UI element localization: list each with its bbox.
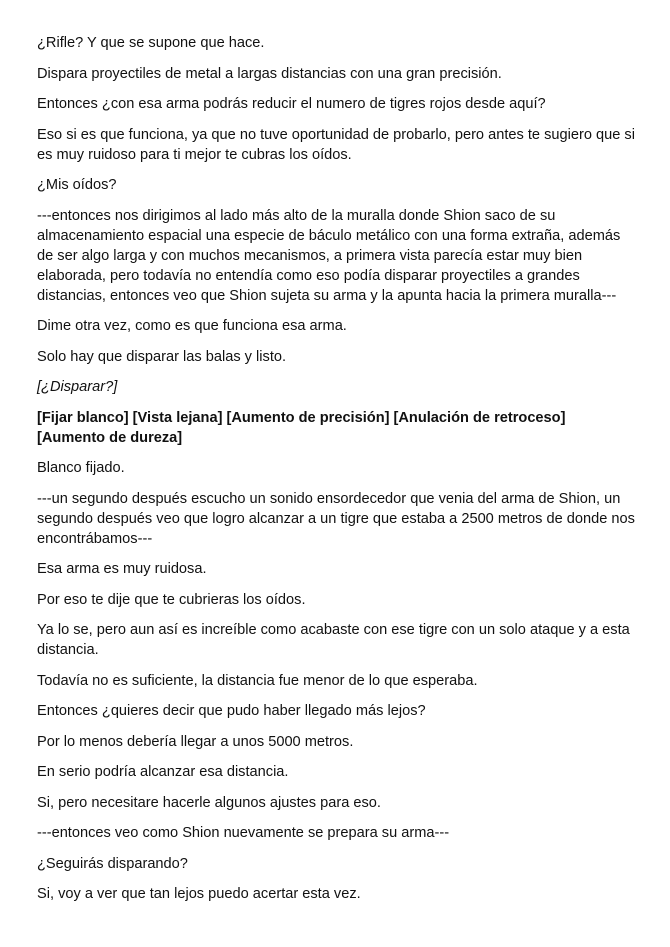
paragraph-17: Entonces ¿quieres decir que pudo haber llegado más lejos?	[37, 703, 426, 719]
paragraph-6: ---entonces nos dirigimos al lado más alto de la muralla donde Shion saco de su almacenamiento espacial una especie de báculo metálico con una forma extraña, además de ser algo larga y con muchos mecanismos, a primera vista parecía estar muy bien elaborada, pero todavía no entendía como eso podía disparar proyectiles a grandes distancias, entonces veo que Shion sujeta su arma y la apunta hacia la primera muralla---	[37, 207, 621, 304]
paragraph-12: ---un segundo después escucho un sonido ensordecedor que venia del arma de Shion, un segundo después veo que logro alcanzar a un tigre que estaba a 2500 metros de donde nos encontrábamos---	[37, 490, 635, 547]
paragraph-23: Si, voy a ver que tan lejos puedo acertar esta vez.	[37, 886, 361, 902]
paragraph-4: Eso si es que funciona, ya que no tuve oportunidad de probarlo, pero antes te sugiero que si es muy ruidoso para ti mejor te cubras los oídos.	[37, 126, 635, 163]
paragraph-22: ¿Seguirás disparando?	[37, 855, 188, 872]
paragraph-15: Ya lo se, pero aun así es increíble como acabaste con ese tigre con un solo ataque y a esta distancia.	[37, 622, 630, 658]
paragraph-8: Solo hay que disparar las balas y listo.	[37, 348, 287, 365]
paragraph-7: Dime otra vez, como es que funciona esa arma.	[37, 318, 347, 334]
paragraph-3: Entonces ¿con esa arma podrás reducir el numero de tigres rojos desde aquí?	[37, 96, 546, 112]
paragraph-16: Todavía no es suficiente, la distancia fue menor de lo que esperaba.	[37, 672, 478, 689]
paragraph-13: Esa arma es muy ruidosa.	[37, 561, 207, 577]
paragraph-10-bold: [Fijar blanco] [Vista lejana] [Aumento de precisión] [Anulación de retroceso] [Aumento de dureza]	[37, 409, 566, 446]
paragraph-11: Blanco fijado.	[37, 460, 125, 476]
paragraph-5: ¿Mis oídos?	[37, 177, 117, 193]
paragraph-20: Si, pero necesitare hacerle algunos ajustes para eso.	[37, 794, 381, 811]
paragraph-19: En serio podría alcanzar esa distancia.	[37, 764, 289, 780]
paragraph-1: ¿Rifle? Y que se supone que hace.	[37, 35, 265, 51]
paragraph-21: ---entonces veo como Shion nuevamente se prepara su arma---	[37, 825, 450, 841]
paragraph-9-italic: [¿Disparar?]	[37, 379, 118, 395]
paragraph-18: Por lo menos debería llegar a unos 5000 metros.	[37, 733, 354, 750]
paragraph-2: Dispara proyectiles de metal a largas distancias con una gran precisión.	[37, 65, 502, 82]
paragraph-14: Por eso te dije que te cubrieras los oídos.	[37, 591, 306, 608]
